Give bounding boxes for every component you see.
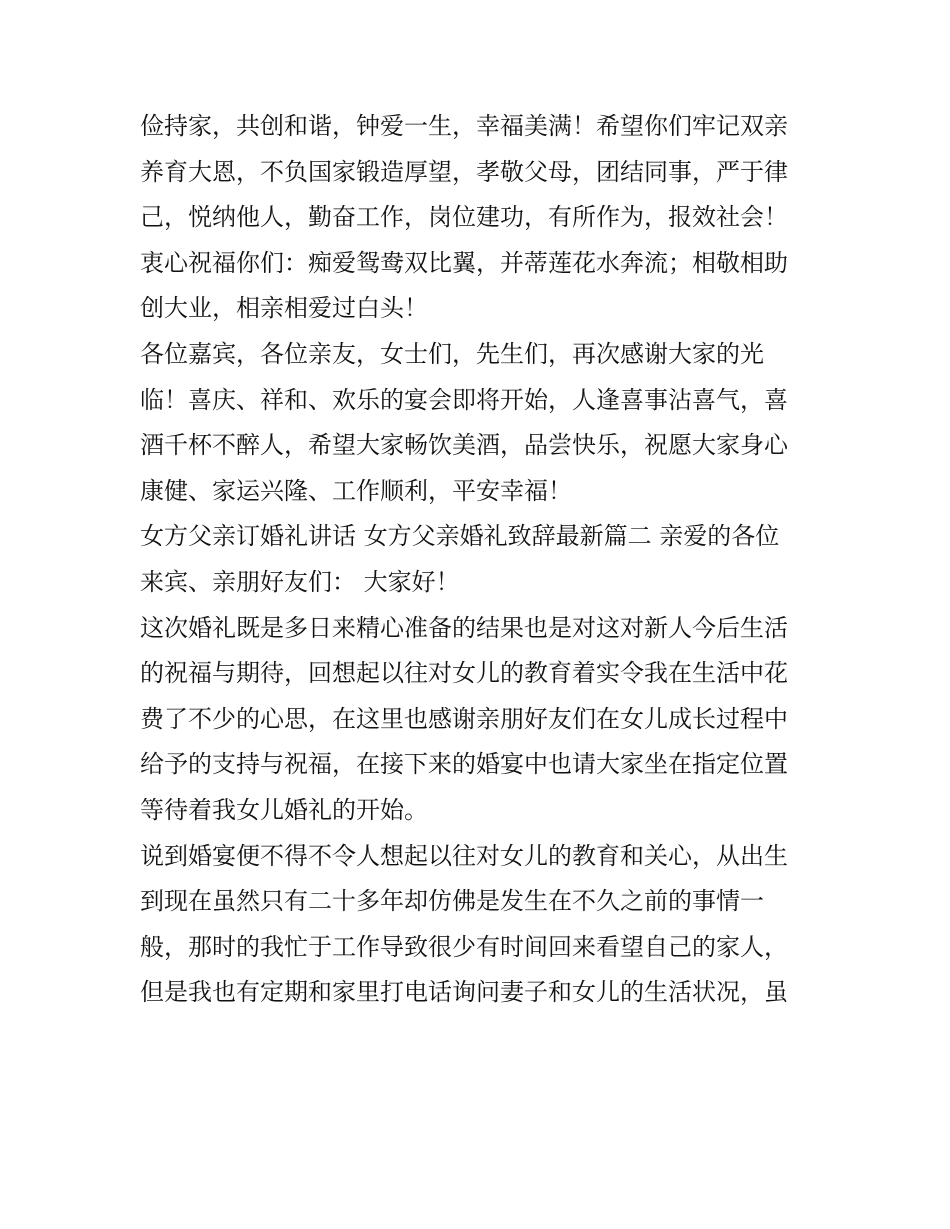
text-line: 康健、家运兴隆、工作顺利，平安幸福！ [140,476,572,505]
text-line: 到现在虽然只有二十多年却仿佛是发生在不久之前的事情一 [140,887,764,916]
text-line: 养育大恩，不负国家锻造厚望，孝敬父母，团结同事，严于律 [140,157,788,186]
text-line: 但是我也有定期和家里打电话询问妻子和女儿的生活状况，虽 [140,978,788,1007]
text-line: 临！喜庆、祥和、欢乐的宴会即将开始，人逢喜事沾喜气，喜 [140,385,788,414]
text-line: 己，悦纳他人，勤奋工作，岗位建功，有所作为，报效社会！ [140,203,788,232]
paragraph-blessing [140,104,820,332]
text-line: 等待着我女儿婚礼的开始。 [140,795,428,824]
text-line: 这次婚礼既是多日来精心准备的结果也是对这对新人今后生活 [140,613,788,642]
text-line: 般，那时的我忙于工作导致很少有时间回来看望自己的家人， [140,932,788,961]
text-line: 衷心祝福你们：痴爱鸳鸯双比翼，并蒂莲花水奔流；相敬相助 [140,248,788,277]
text-line: 来宾、亲朋好友们： 大家好！ [140,567,460,596]
text-line: 的祝福与期待，回想起以往对女儿的教育着实令我在生活中花 [140,659,788,688]
text-line: 给予的支持与祝福，在接下来的婚宴中也请大家坐在指定位置 [140,750,788,779]
text-line: 酒千杯不醉人，希望大家畅饮美酒，品尝快乐，祝愿大家身心 [140,431,788,460]
text-line: 各位嘉宾，各位亲友，女士们，先生们，再次感谢大家的光 [140,339,764,368]
text-line: 创大业，相亲相爱过白头！ [140,294,428,323]
paragraph-section-heading [140,514,820,605]
text-line: 俭持家，共创和谐，钟爱一生，幸福美满！希望你们牢记双亲 [140,112,788,140]
paragraph-guests [140,332,820,514]
text-line: 女方父亲订婚礼讲话 女方父亲婚礼致辞最新篇二 亲爱的各位 [140,522,780,551]
document-body [140,104,820,1016]
text-line: 费了不少的心思，在这里也感谢亲朋好友们在女儿成长过程中 [140,704,788,733]
paragraph-memories [140,834,820,1016]
text-line: 说到婚宴便不得不令人想起以往对女儿的教育和关心，从出生 [140,841,788,870]
paragraph-wedding [140,606,820,834]
